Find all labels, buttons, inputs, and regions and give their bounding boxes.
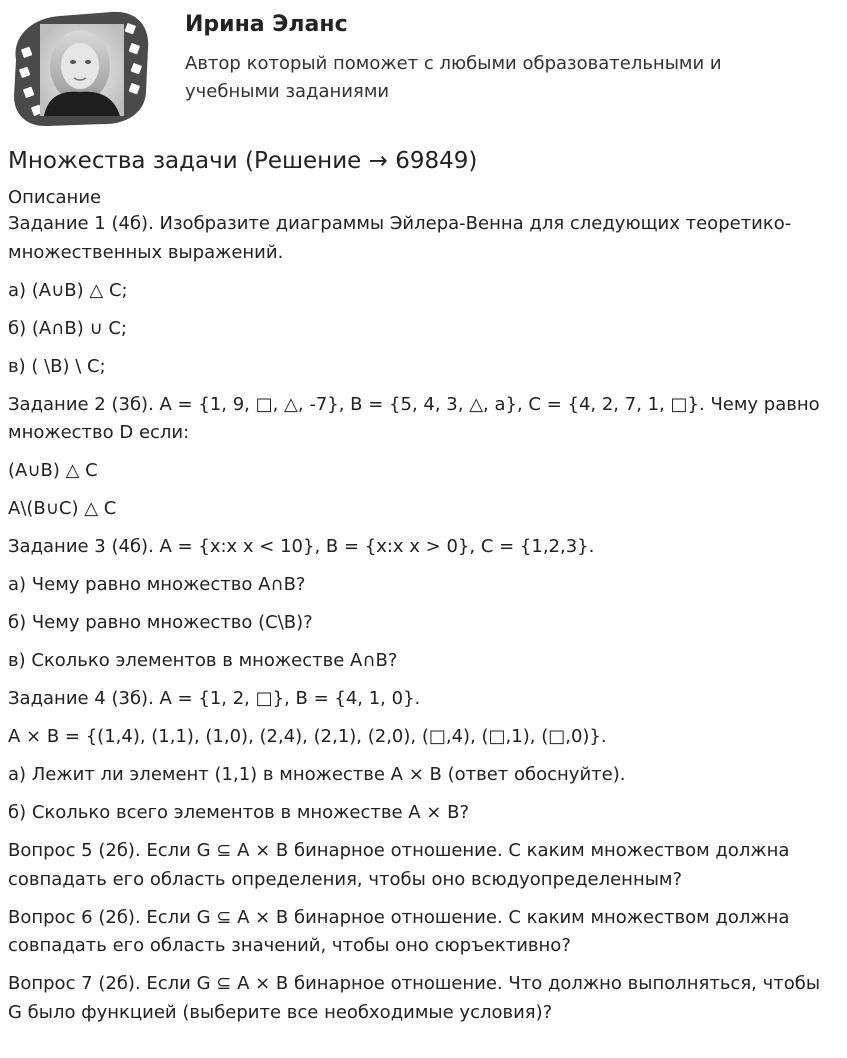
document-title: Множества задачи (Решение → 69849) [8, 148, 478, 174]
task-1-item-a: а) (A∪B) △ C; [8, 279, 128, 301]
task-2: Задание 2 (3б). A = {1, 9, □, △, -7}, B = {5, 4, 3, △, a}, C = {4, 2, 7, 1, □}. Чему равно множество D если: [8, 393, 820, 443]
task-3: Задание 3 (4б). A = {x:x x < 10}, B = {x:x x > 0}, C = {1,2,3}. [8, 536, 595, 557]
question-7: Вопрос 7 (2б). Если G ⊆ A × B бинарное отношение. Что должно выполняться, чтобы G было функцией (выберите все необходимые условия)? [8, 973, 821, 1023]
author-card [0, 0, 847, 135]
task-2-expr-2: A\(B∪C) △ C [8, 498, 117, 519]
task-3-item-a: а) Чему равно множество A∩B? [8, 574, 306, 595]
author-name: Ирина Эланс [185, 12, 348, 37]
description-label: Описание [8, 187, 102, 208]
document-body [8, 148, 838, 1037]
task-2-expr-1: (A∪B) △ C [8, 460, 98, 481]
avatar-image [8, 8, 154, 128]
task-4: Задание 4 (3б). A = {1, 2, □}, B = {4, 1, 0}. [8, 688, 421, 709]
author-description: Автор который поможет с любыми образовательными и учебными заданиями [185, 53, 722, 102]
task-1-item-c: в) ( \B) \ C; [8, 355, 106, 377]
task-4-item-a: а) Лежит ли элемент (1,1) в множестве A × B (ответ обоснуйте). [8, 764, 626, 785]
task-3-item-b: б) Чему равно множество (C\B)? [8, 612, 313, 633]
question-5: Вопрос 5 (2б). Если G ⊆ A × B бинарное отношение. С каким множеством должна совпадать его область определения, чтобы оно всюдуопределенным? [8, 840, 790, 890]
task-1-item-b: б) (A∩B) ∪ C; [8, 317, 127, 339]
task-4-item-b: б) Сколько всего элементов в множестве A × B? [8, 802, 470, 823]
task-3-item-c: в) Сколько элементов в множестве A∩B? [8, 650, 398, 671]
task-1: Задание 1 (4б). Изобразите диаграммы Эйлера-Венна для следующих теоретико-множественных выражений. [8, 213, 792, 263]
avatar [8, 8, 154, 128]
task-4-product: A × B = {(1,4), (1,1), (1,0), (2,4), (2,1), (2,0), (□,4), (□,1), (□,0)}. [8, 726, 607, 747]
question-6: Вопрос 6 (2б). Если G ⊆ A × B бинарное отношение. С каким множеством должна совпадать его область значений, чтобы оно сюръективно? [8, 906, 790, 956]
